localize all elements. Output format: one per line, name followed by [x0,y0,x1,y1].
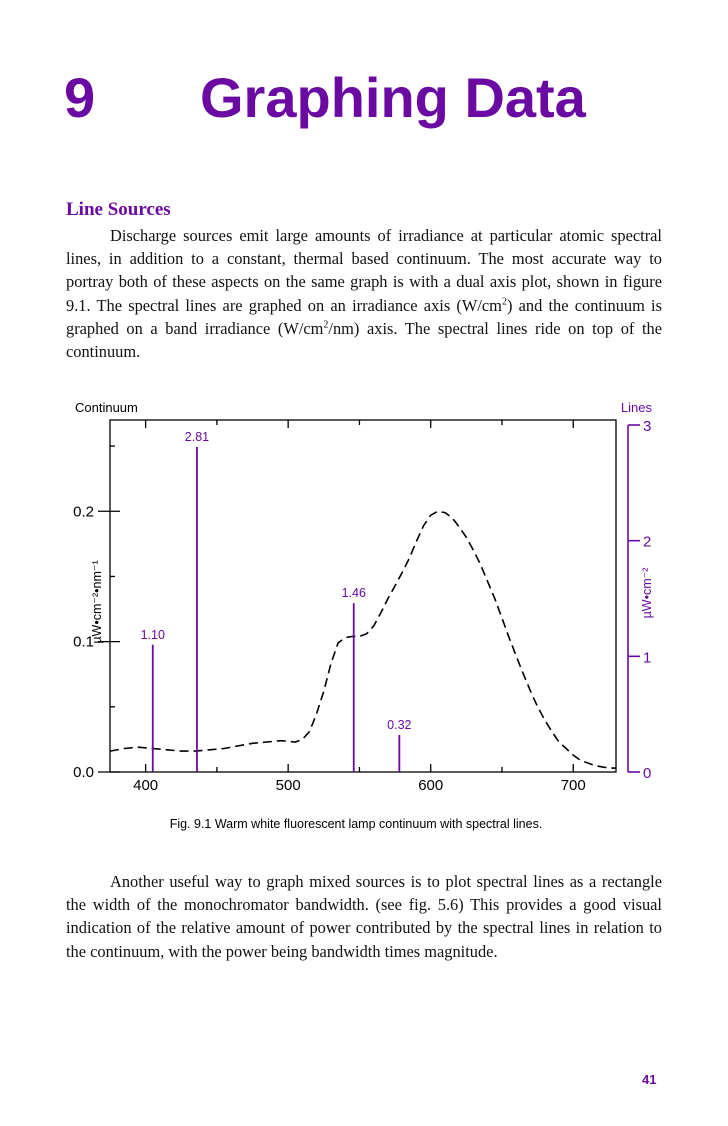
spectral-line-label: 0.32 [387,717,412,732]
superscript: 2 [501,296,507,308]
spectral-lines [141,430,412,772]
paragraph-text-c: /nm) axis. The spectral lines ride on top of the continuum. [66,318,662,362]
figure-caption: Fig. 9.1 Warm white fluorescent lamp continuum with spectral lines. [169,817,543,831]
superscript: 2 [323,319,329,331]
right-tick-label: 0 [643,765,652,782]
paragraph-mixed-sources: Another useful way to graph mixed sources is to plot spectral lines as a rectangle the width of the monochromator bandwidth. (see fig. 5.6) This provides a good visual indication of the relative amount of power contributed by the spectral lines in relation to the continuum, with the power being bandwidth times magnitude. [66,872,662,961]
x-tick-label: 600 [418,777,444,794]
page-number: 41 [642,1072,657,1087]
paragraph-text-a: Discharge sources emit large amounts of irradiance at particular atomic spectral lines, in addition to a constant, thermal based continuum. The most accurate way to portray both of these aspects on the same graph is with a dual axis plot, shown in figure 9.1. The spectral lines are graphed on an irradiance axis (W/cm [66,226,662,315]
spectral-line-label: 2.81 [184,429,210,444]
figure-9-1-chart [0,390,728,840]
x-axis-ticks [133,420,586,794]
right-axis-units: µW•cm⁻² [640,567,654,619]
left-tick-label: 0.0 [73,764,94,781]
x-tick-label: 500 [275,777,301,794]
left-tick-label: 0.2 [73,503,94,521]
continuum-curve [110,511,616,768]
section-heading: Line Sources [66,199,171,220]
right-tick-label: 2 [643,533,652,551]
chapter-title: Graphing Data [200,66,586,129]
left-axis-units: µW•cm⁻²•nm⁻¹ [90,560,104,644]
left-tick-label: 0.1 [73,633,94,651]
x-tick-label: 700 [560,777,586,794]
x-tick-label: 400 [133,777,159,794]
right-tick-label: 1 [643,649,652,667]
right-tick-label: 3 [643,418,652,435]
chapter-number: 9 [64,66,96,129]
left-axis-title: Continuum [75,400,138,415]
paragraph-text-b: ) and the continuum is graphed on a band irradiance (W/cm [66,295,662,338]
right-axis-title: Lines [620,400,652,415]
paragraph-line-sources [66,224,662,363]
spectral-line-label: 1.46 [341,586,366,601]
spectral-line-label: 1.10 [140,627,165,642]
